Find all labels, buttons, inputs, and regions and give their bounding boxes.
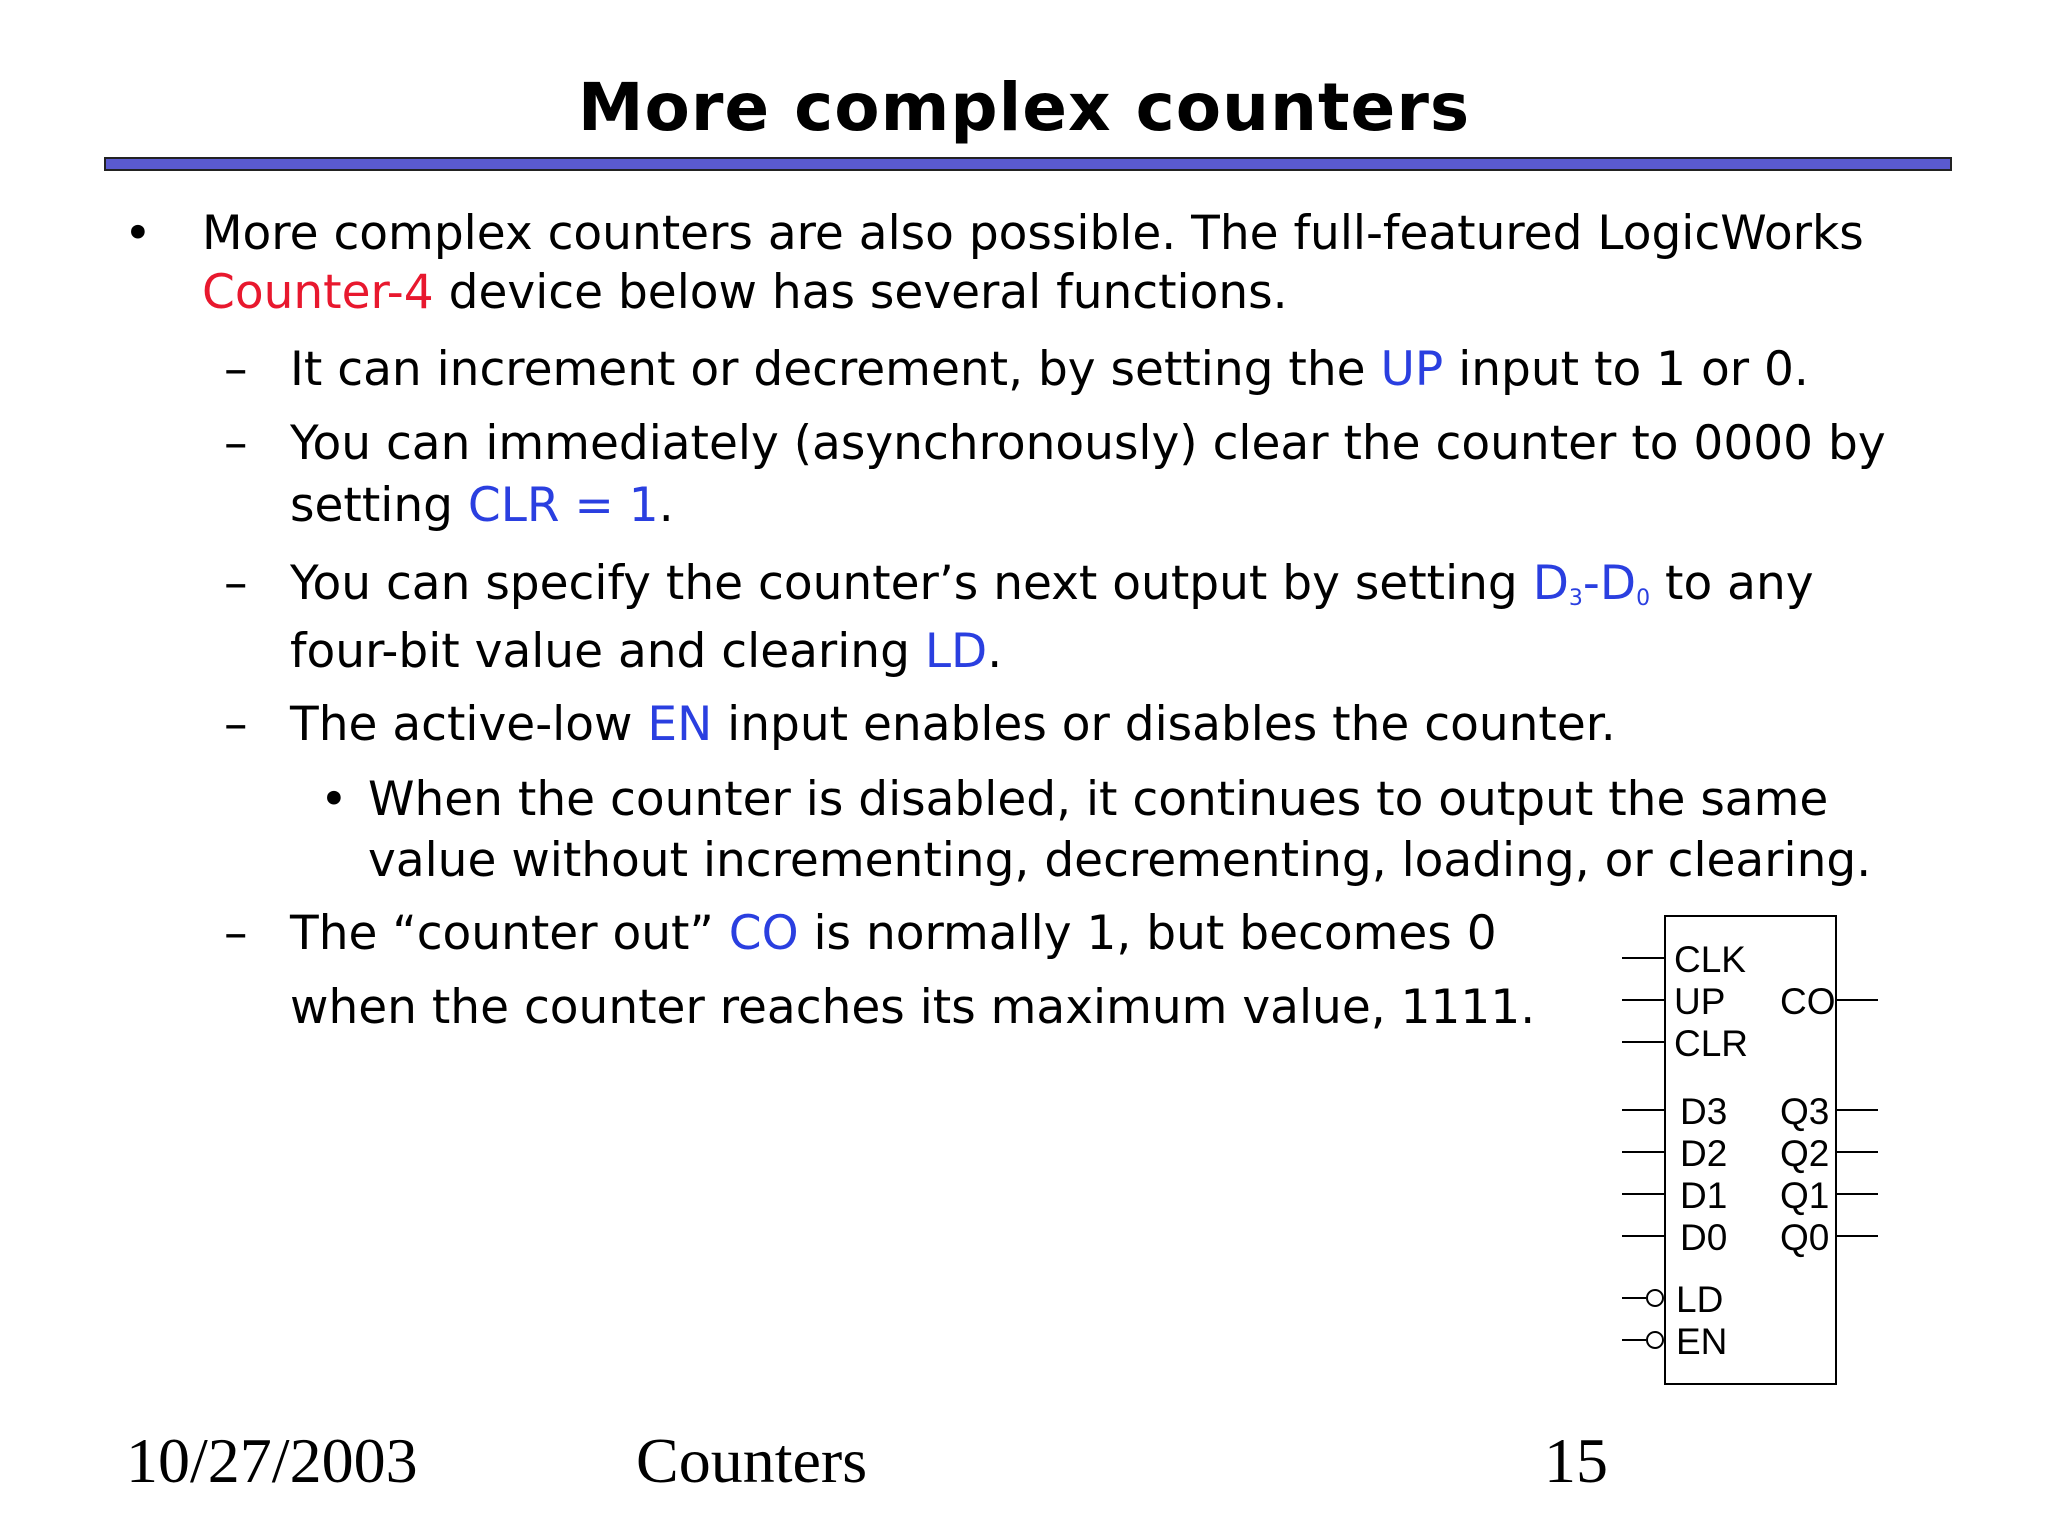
label-clr: CLR <box>1674 1023 1749 1064</box>
up-highlight: UP <box>1380 342 1444 397</box>
ld-inversion-bubble <box>1647 1290 1663 1306</box>
bullet-marker: • <box>124 206 152 261</box>
label-up: UP <box>1674 981 1726 1022</box>
sub-sub-bullet-1-line-1: When the counter is disabled, it continues to output the same <box>368 772 1829 827</box>
sub-bullet-1: It can increment or decrement, by setting the UP input to 1 or 0. <box>290 342 1809 397</box>
sub-bullet-3-line-2: four-bit value and clearing LD. <box>290 624 1003 679</box>
co-highlight: CO <box>728 906 799 961</box>
label-clk: CLK <box>1674 939 1746 980</box>
footer-date: 10/27/2003 <box>126 1425 418 1496</box>
footer-page-number: 15 <box>1544 1425 1608 1496</box>
dash-marker: – <box>224 697 248 752</box>
dash-marker: – <box>224 556 248 611</box>
input-pins <box>1622 958 1665 1340</box>
sub-bullet-2-line-1: You can immediately (asynchronously) clear the counter to 0000 by <box>290 416 1886 471</box>
dash-marker: – <box>224 906 248 961</box>
output-pins <box>1836 1000 1878 1236</box>
sub-sub-bullet-1-line-2: value without incrementing, decrementing, loading, or clearing. <box>368 833 1872 888</box>
sub-bullet-5-line-2: when the counter reaches its maximum value, 1111. <box>290 980 1536 1035</box>
label-d0: D0 <box>1680 1217 1728 1258</box>
label-en: EN <box>1676 1321 1728 1362</box>
label-d3: D3 <box>1680 1091 1728 1132</box>
dash-marker: – <box>224 416 248 471</box>
label-d2: D2 <box>1680 1133 1728 1174</box>
label-q1: Q1 <box>1780 1175 1830 1216</box>
en-highlight: EN <box>647 697 713 752</box>
sub-bullet-marker: • <box>320 772 348 827</box>
sub-bullet-5-line-1: The “counter out” CO is normally 1, but becomes 0 <box>290 906 1497 961</box>
footer-topic: Counters <box>636 1425 868 1496</box>
sub-bullet-4: The active-low EN input enables or disables the counter. <box>290 697 1616 752</box>
dash-marker: – <box>224 342 248 397</box>
ld-highlight: LD <box>924 624 988 679</box>
bullet-1-line-2: Counter-4 device below has several functions. <box>202 265 1288 320</box>
en-inversion-bubble <box>1647 1332 1663 1348</box>
sub-bullet-3-line-1: You can specify the counter’s next output by setting $D_3-D_0$ to any <box>290 556 1814 611</box>
label-ld: LD <box>1676 1279 1724 1320</box>
label-d1: D1 <box>1680 1175 1728 1216</box>
label-q3: Q3 <box>1780 1091 1830 1132</box>
counter-4-highlight: Counter-4 <box>202 265 434 320</box>
label-co: CO <box>1780 981 1836 1022</box>
d3-d0-highlight: $D_3-D_0$ <box>1532 556 1651 611</box>
label-q0: Q0 <box>1780 1217 1830 1258</box>
sub-bullet-2-line-2: setting CLR = 1. <box>290 478 674 533</box>
label-q2: Q2 <box>1780 1133 1830 1174</box>
clr-highlight: CLR = 1 <box>467 478 659 533</box>
slide-title: More complex counters <box>577 69 1471 146</box>
bullet-1-line-1: More complex counters are also possible. The full-featured LogicWorks <box>202 206 1864 261</box>
